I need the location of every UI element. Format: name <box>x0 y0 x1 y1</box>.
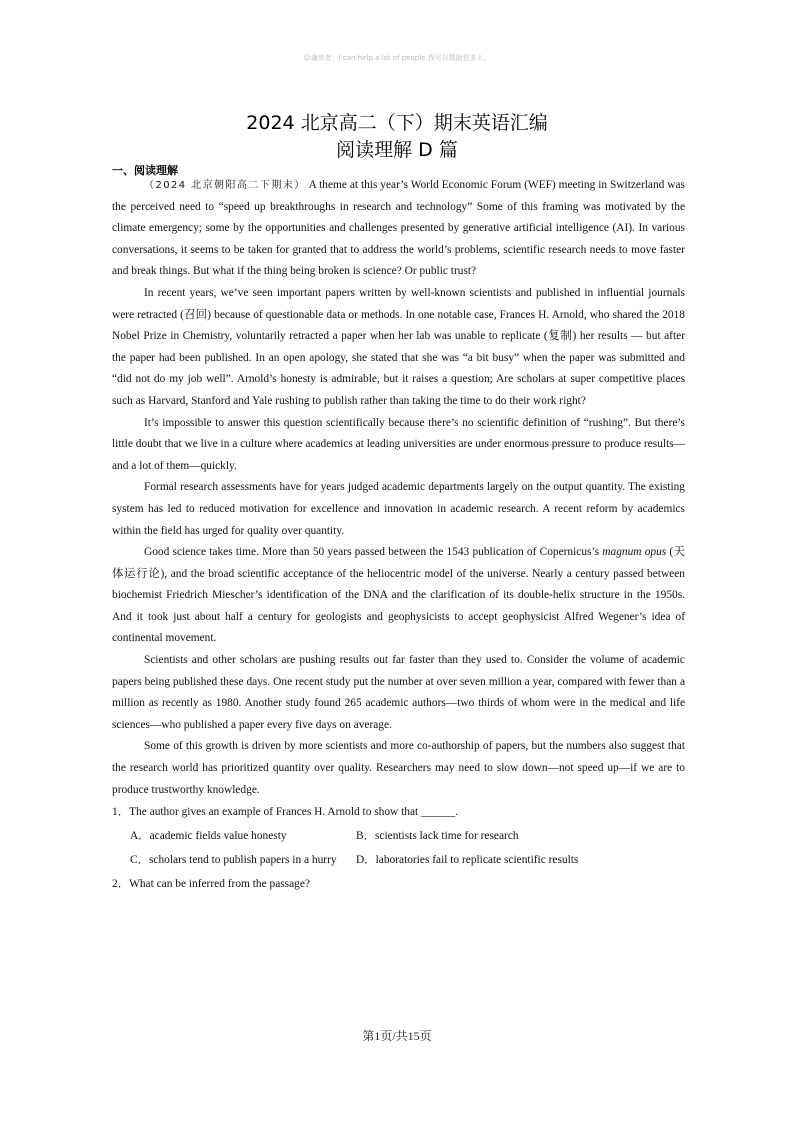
paragraph-6: Scientists and other scholars are pushing results out far faster than they used to. Consider the volume of academic papers being published these days. One recent study put the number at over seven million a year, compared with fewer than a million as recently as 1980. Another study found 265 academic authors—two thirds of whom were in the medical and life sciences—who published a paper every five days on average. <box>112 654 685 731</box>
question-1-stem: 1．The author gives an example of Frances H. Arnold to show that ______. <box>112 806 459 819</box>
option-c: C．scholars tend to publish papers in a hurry <box>130 854 337 867</box>
option-a: A．academic fields value honesty <box>130 830 287 843</box>
document-title: 2024 北京高二（下）期末英语汇编 <box>246 112 548 134</box>
source-note: （2024 北京朝阳高二下期末） <box>144 180 306 191</box>
option-d: D．laboratories fail to replicate scientific results <box>356 854 579 867</box>
question-1-options-row-2 <box>112 849 685 873</box>
paragraph-1: （2024 北京朝阳高二下期末） A theme at this year’s World Economic Forum (WEF) meeting in Switzerland was the perceived need to “speed up breakthroughs in research and technology” Some of this framing was motivated by the climate emergency; some by the opportunities and challenges presented by generative artificial intelligence (AI). In various conversations, it seems to be taken for granted that to address the world’s problems, scientific research needs to move faster and break things. But what if the thing being broken is science? Or public trust? <box>112 179 685 278</box>
document-subtitle: 阅读理解 D 篇 <box>336 139 458 161</box>
paragraph-5: Good science takes time. More than 50 years passed between the 1543 publication of Copernicus’s magnum opus (天体运行论), and the broad scientific acceptance of the heliocentric model of the universe. Nearly a century passed between biochemist Friedrich Miescher’s identification of the DNA and the clarification of its double-helix structure in the 1950s. And it took just about half a century for geologists and geophysicists to accept geophysicist Alfred Wegener’s idea of continental movement. <box>112 546 685 645</box>
reading-passage <box>112 175 685 897</box>
section-heading: 一、阅读理解 <box>112 164 178 177</box>
question-1-options-row-1 <box>112 825 685 849</box>
option-b: B．scientists lack time for research <box>356 830 519 843</box>
watermark: ☺谦卑者：I can help a lot of people.我可以帮助很多人。 <box>303 54 491 62</box>
question-2-stem: 2．What can be inferred from the passage? <box>112 878 310 891</box>
paragraph-7: Some of this growth is driven by more scientists and more co-authorship of papers, but the numbers also suggest that the research world has prioritized quantity over quality. Researchers may need to slow down—not speed up—if we are to produce trustworthy knowledge. <box>112 740 685 796</box>
page-number: 第1页/共15页 <box>362 1029 432 1043</box>
paragraph-3: It’s impossible to answer this question scientifically because there’s no scientific definition of “rushing”. But there’s little doubt that we live in a culture where academics at leading universities are under enormous pressure to produce results—and a lot of them—quickly. <box>112 416 685 472</box>
paragraph-2: In recent years, we’ve seen important papers written by well-known scientists and published in influential journals were retracted (召回) because of questionable data or methods. In one notable case, Frances H. Arnold, who shared the 2018 Nobel Prize in Chemistry, voluntarily retracted a paper when her lab was unable to replicate (复制) her results — but after the paper had been published. In an open apology, she stated that she was “a bit busy” when the paper was submitted and “did not do my job well”. Arnold’s honesty is admirable, but it raises a question; Are scholars at super competitive places such as Harvard, Stanford and Yale rushing to publish rather than taking the time to do their work right? <box>112 286 685 407</box>
paragraph-4: Formal research assessments have for years judged academic departments largely on the output quantity. The existing system has led to reduced motivation for excellence and innovation in academic research. A recent reform by academics within the field has urged for quality over quantity. <box>112 481 685 537</box>
